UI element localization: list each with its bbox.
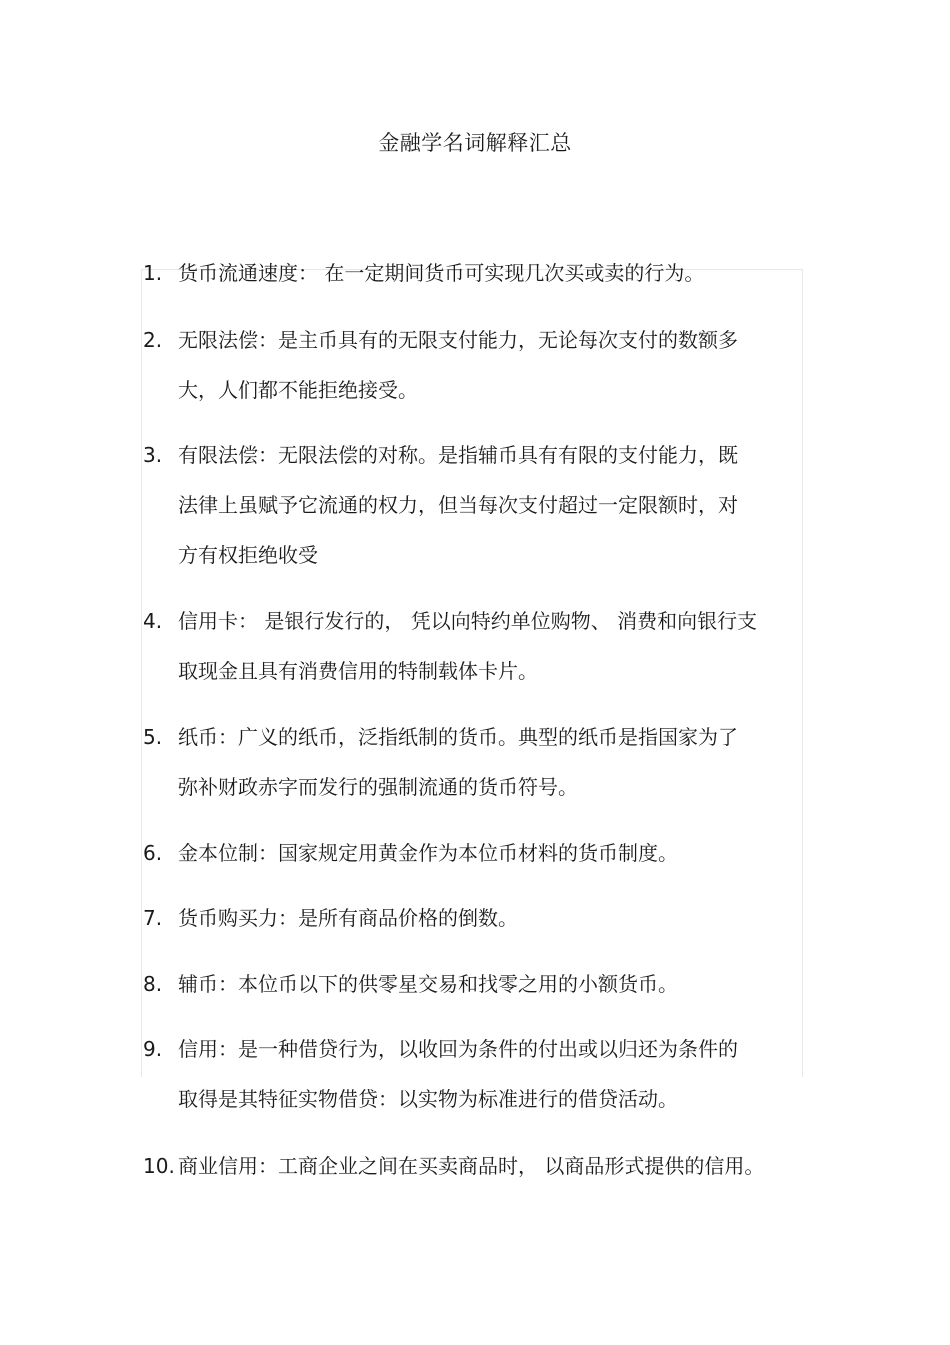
item-line: 辅币：本位币以下的供零星交易和找零之用的小额货币。 bbox=[178, 972, 678, 996]
list-item-3 bbox=[143, 430, 843, 580]
item-number: 5. bbox=[143, 725, 163, 749]
list-item-5 bbox=[143, 712, 843, 812]
item-line: 金本位制：国家规定用黄金作为本位币材料的货币制度。 bbox=[178, 841, 678, 865]
item-line: 取现金且具有消费信用的特制载体卡片。 bbox=[178, 659, 538, 683]
list-item-7 bbox=[143, 893, 843, 943]
item-line: 信用：是一种借贷行为，以收回为条件的付出或以归还为条件的 bbox=[178, 1037, 738, 1061]
item-line: 大，人们都不能拒绝接受。 bbox=[178, 378, 418, 402]
item-line: 无限法偿：是主币具有的无限支付能力，无论每次支付的数额多 bbox=[178, 328, 738, 352]
item-text bbox=[178, 596, 843, 696]
item-number: 9. bbox=[143, 1037, 163, 1061]
list-item-10 bbox=[143, 1141, 843, 1191]
item-text bbox=[178, 828, 843, 878]
document-title: 金融学名词解释汇总 bbox=[378, 131, 572, 155]
item-number: 7. bbox=[143, 906, 163, 930]
item-number: 10. bbox=[143, 1154, 175, 1178]
list-item-4 bbox=[143, 596, 843, 696]
item-line: 信用卡： 是银行发行的， 凭以向特约单位购物、 消费和向银行支 bbox=[178, 609, 758, 633]
item-text bbox=[178, 315, 843, 415]
item-text bbox=[178, 893, 843, 943]
item-line: 取得是其特征实物借贷：以实物为标准进行的借贷活动。 bbox=[178, 1087, 678, 1111]
item-line: 法律上虽赋予它流通的权力，但当每次支付超过一定限额时，对 bbox=[178, 493, 738, 517]
item-number: 3. bbox=[143, 443, 163, 467]
item-number: 2. bbox=[143, 328, 163, 352]
item-line: 纸币：广义的纸币，泛指纸制的货币。典型的纸币是指国家为了 bbox=[178, 725, 738, 749]
item-text bbox=[178, 712, 843, 812]
list-item-1 bbox=[143, 248, 843, 298]
list-item-9 bbox=[143, 1024, 843, 1124]
item-line: 方有权拒绝收受 bbox=[178, 543, 318, 567]
item-text bbox=[178, 1141, 843, 1191]
item-number: 1. bbox=[143, 261, 163, 285]
item-line: 有限法偿：无限法偿的对称。是指辅币具有有限的支付能力，既 bbox=[178, 443, 738, 467]
list-item-8 bbox=[143, 959, 843, 1009]
item-text bbox=[178, 430, 843, 580]
item-text bbox=[178, 959, 843, 1009]
item-text bbox=[178, 1024, 843, 1124]
item-text bbox=[178, 248, 843, 298]
list-item-6 bbox=[143, 828, 843, 878]
item-number: 8. bbox=[143, 972, 163, 996]
item-line: 货币购买力：是所有商品价格的倒数。 bbox=[178, 906, 518, 930]
item-line: 货币流通速度： 在一定期间货币可实现几次买或卖的行为。 bbox=[178, 261, 705, 285]
item-line: 商业信用：工商企业之间在买卖商品时， 以商品形式提供的信用。 bbox=[178, 1154, 765, 1178]
list-item-2 bbox=[143, 315, 843, 415]
item-line: 弥补财政赤字而发行的强制流通的货币符号。 bbox=[178, 775, 578, 799]
item-number: 4. bbox=[143, 609, 163, 633]
item-number: 6. bbox=[143, 841, 163, 865]
